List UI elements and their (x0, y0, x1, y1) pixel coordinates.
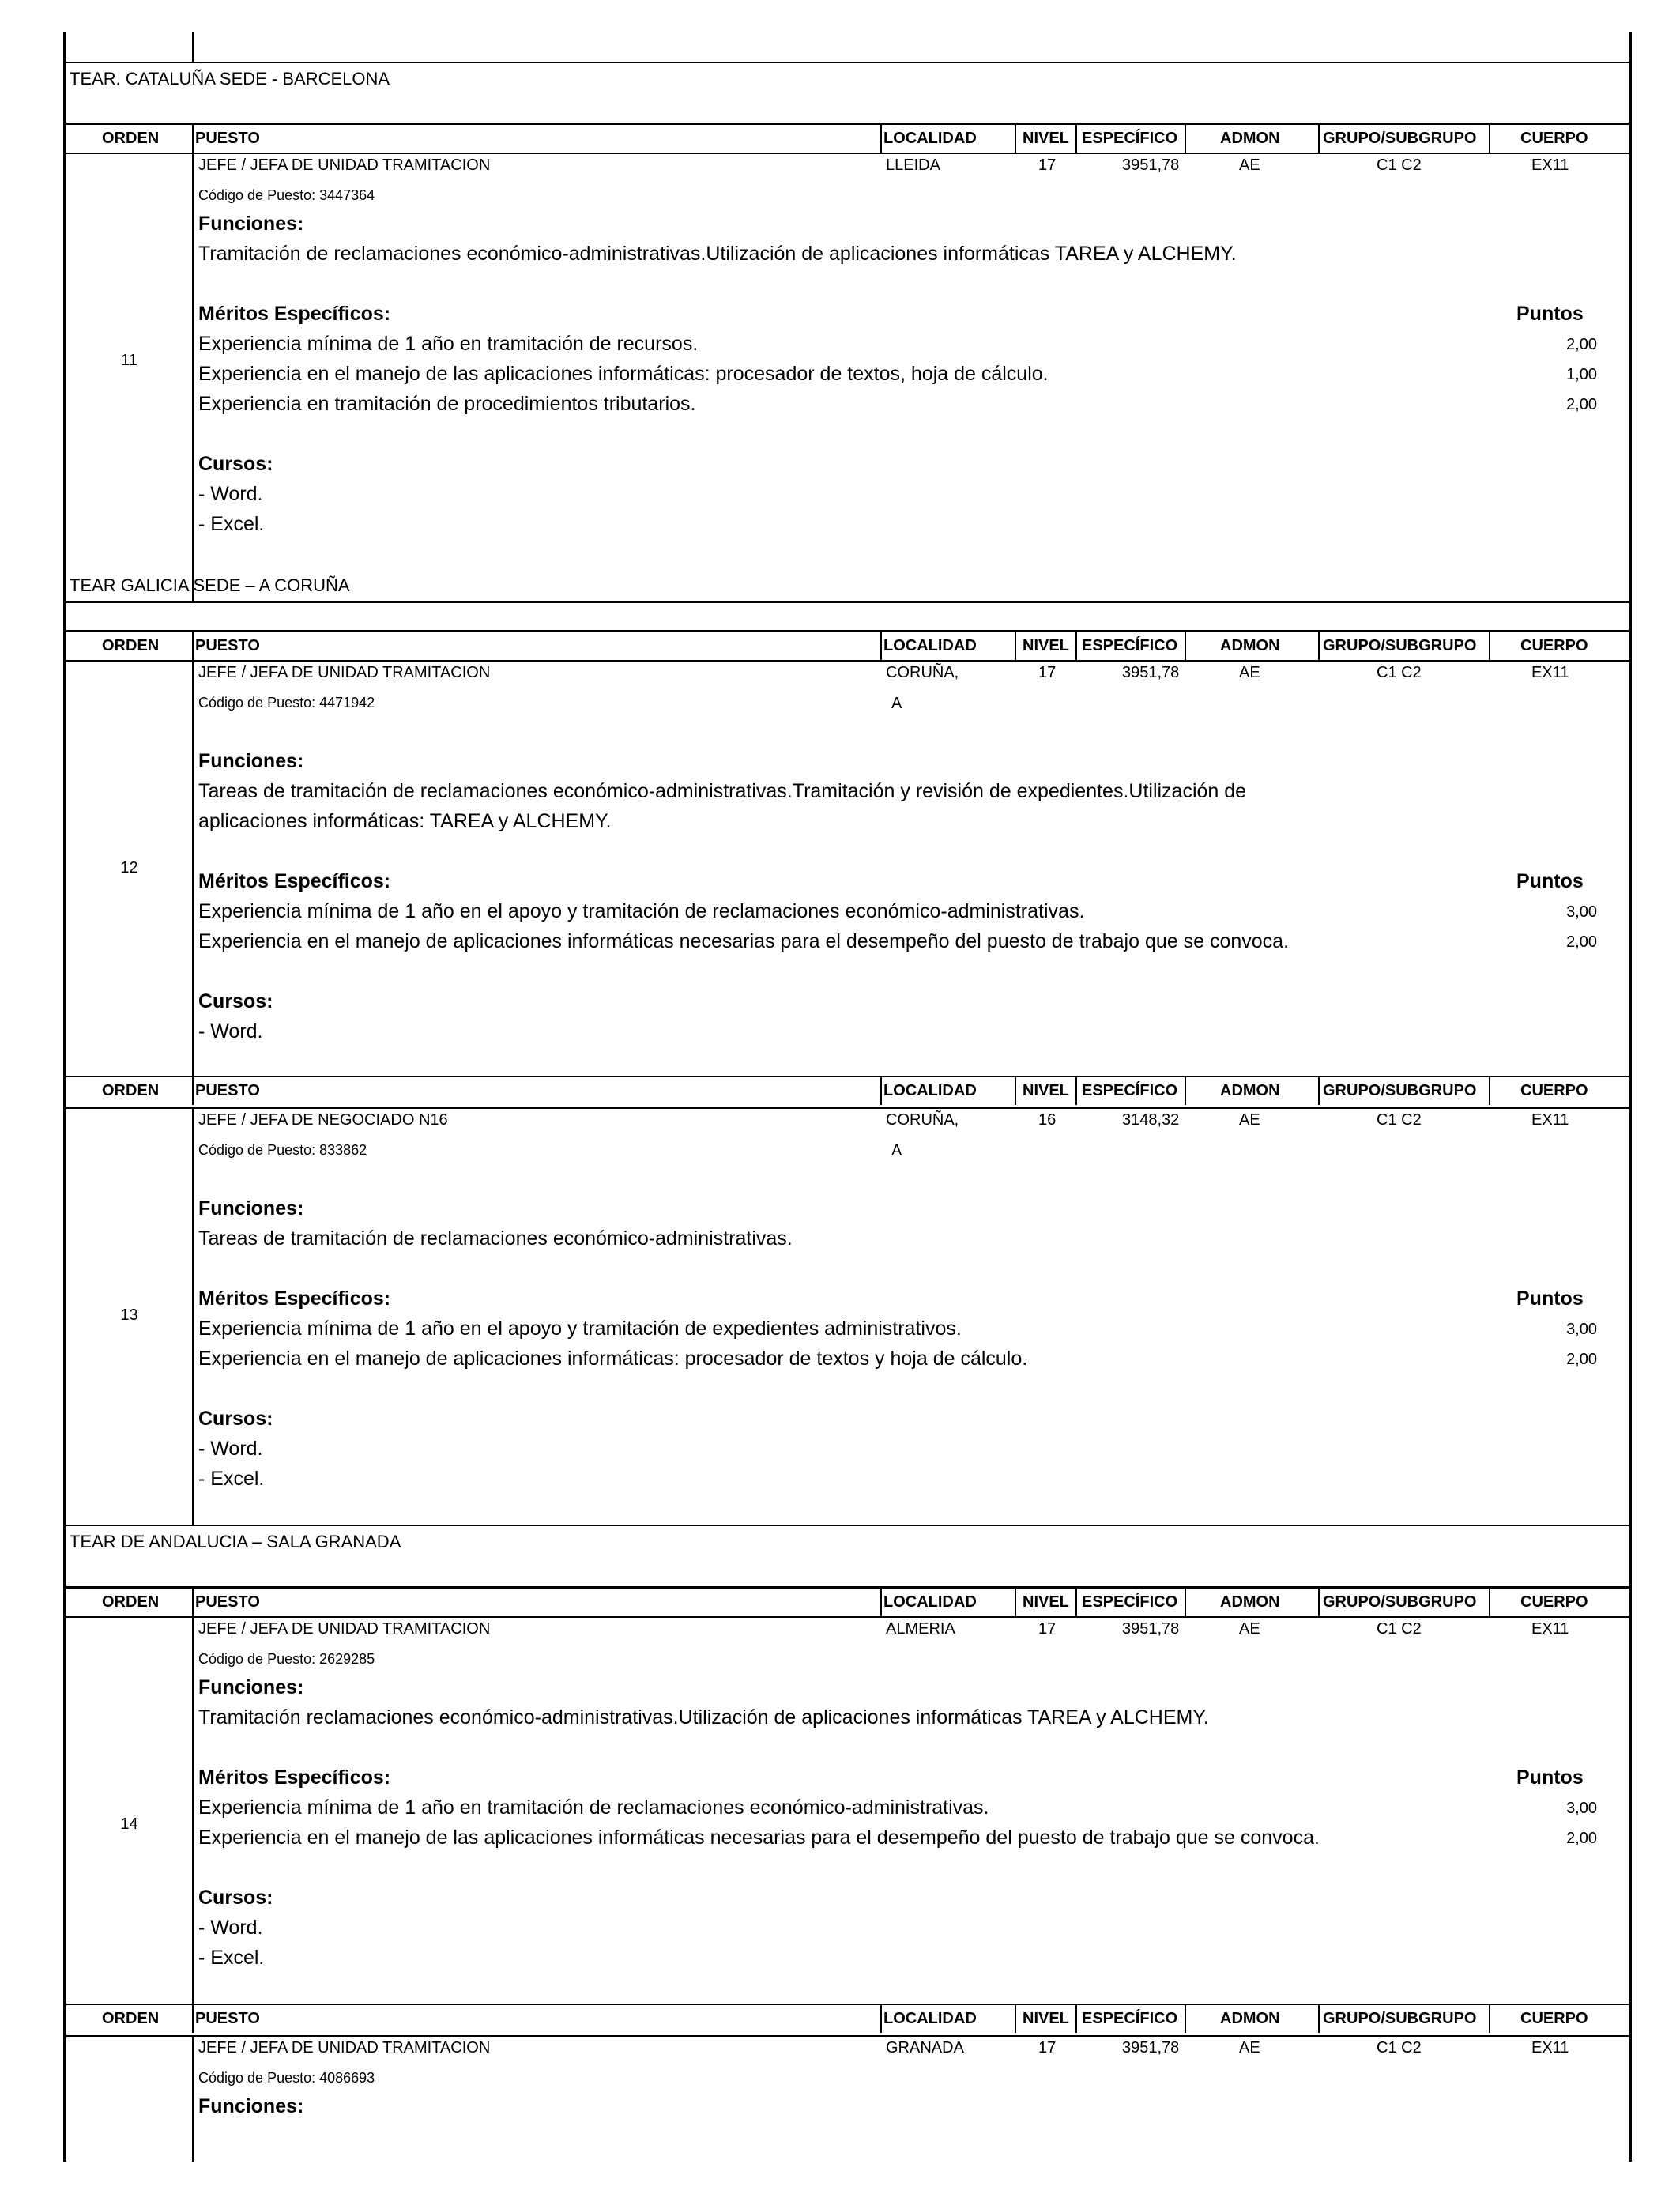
especifico: 3951,78 (1122, 664, 1180, 681)
puesto-title: JEFE / JEFA DE UNIDAD TRAMITACION (198, 1620, 491, 1638)
col-admon: ADMON (1220, 130, 1280, 147)
position-entry (66, 1618, 1629, 2005)
codigo-puesto: Código de Puesto: 2629285 (198, 1651, 375, 1667)
orden-number: 12 (120, 859, 138, 876)
col-localidad: LOCALIDAD (883, 130, 977, 147)
localidad: ALMERIA (886, 1620, 955, 1638)
col-orden: ORDEN (102, 637, 160, 654)
admon: AE (1239, 1111, 1260, 1129)
document-page (63, 32, 1632, 2162)
funciones-line: Tareas de tramitación de reclamaciones económico-administrativas. (198, 1227, 793, 1250)
especifico: 3951,78 (1122, 156, 1180, 174)
orden-number: 14 (120, 1815, 138, 1833)
nivel: 17 (1038, 2039, 1057, 2056)
grupo: C1 C2 (1377, 664, 1422, 681)
col-cuerpo: CUERPO (1520, 637, 1588, 654)
position-entry (66, 1109, 1629, 1526)
cuerpo: EX11 (1531, 1620, 1569, 1638)
funciones-line: aplicaciones informáticas: TAREA y ALCHEMY. (198, 810, 612, 832)
column-header-row (66, 1077, 1629, 1109)
especifico: 3951,78 (1122, 2039, 1180, 2056)
merito-puntos: 3,00 (1566, 1321, 1597, 1338)
col-puesto: PUESTO (195, 1593, 260, 1611)
localidad-cont: A (891, 1142, 902, 1159)
merito-puntos: 2,00 (1566, 1830, 1597, 1847)
cursos-heading: Cursos: (198, 1408, 273, 1430)
col-nivel: NIVEL (1023, 2010, 1069, 2027)
grupo: C1 C2 (1377, 156, 1422, 174)
col-orden: ORDEN (102, 130, 160, 147)
column-divider (192, 32, 194, 62)
grupo: C1 C2 (1377, 2039, 1422, 2056)
col-cuerpo: CUERPO (1520, 130, 1588, 147)
col-grupo: GRUPO/SUBGRUPO (1323, 1082, 1477, 1099)
position-entry (66, 2037, 1629, 2162)
meritos-heading: Méritos Específicos: (198, 1287, 391, 1310)
cuerpo: EX11 (1531, 2039, 1569, 2056)
meritos-heading: Méritos Específicos: (198, 1766, 391, 1789)
col-cuerpo: CUERPO (1520, 2010, 1588, 2027)
curso-item: - Excel. (198, 1947, 265, 1969)
col-admon: ADMON (1220, 2010, 1280, 2027)
col-puesto: PUESTO (195, 637, 260, 654)
grupo: C1 C2 (1377, 1620, 1422, 1638)
col-admon: ADMON (1220, 637, 1280, 654)
column-header-row (66, 2005, 1629, 2037)
col-especifico: ESPECÍFICO (1082, 637, 1178, 654)
admon: AE (1239, 1620, 1260, 1638)
position-entry (66, 662, 1629, 1077)
merito-puntos: 1,00 (1566, 366, 1597, 383)
col-nivel: NIVEL (1023, 637, 1069, 654)
admon: AE (1239, 156, 1260, 174)
col-cuerpo: CUERPO (1520, 1593, 1588, 1611)
col-localidad: LOCALIDAD (883, 637, 977, 654)
localidad-cont: A (891, 695, 902, 712)
merito-line: Experiencia mínima de 1 año en el apoyo y tramitación de reclamaciones económico-administrativas. (198, 900, 1085, 922)
col-nivel: NIVEL (1023, 130, 1069, 147)
admon: AE (1239, 664, 1260, 681)
puntos-heading: Puntos (1516, 1287, 1584, 1310)
merito-line: Experiencia mínima de 1 año en tramitación de recursos. (198, 333, 699, 355)
col-localidad: LOCALIDAD (883, 1593, 977, 1611)
col-nivel: NIVEL (1023, 1082, 1069, 1099)
merito-puntos: 3,00 (1566, 1800, 1597, 1817)
puesto-title: JEFE / JEFA DE UNIDAD TRAMITACION (198, 664, 491, 681)
position-entry (66, 154, 1629, 603)
nivel: 17 (1038, 1620, 1057, 1638)
funciones-heading: Funciones: (198, 1197, 304, 1220)
funciones-line: Tramitación reclamaciones económico-administrativas.Utilización de aplicaciones informáticas TAREA y ALCHEMY. (198, 1706, 1209, 1728)
puesto-title: JEFE / JEFA DE UNIDAD TRAMITACION (198, 2039, 491, 2056)
grupo: C1 C2 (1377, 1111, 1422, 1129)
col-cuerpo: CUERPO (1520, 1082, 1588, 1099)
especifico: 3951,78 (1122, 1620, 1180, 1638)
localidad: LLEIDA (886, 156, 940, 174)
section-title: TEAR. CATALUÑA SEDE - BARCELONA (66, 62, 1629, 123)
puntos-heading: Puntos (1516, 1766, 1584, 1789)
column-header-row (66, 123, 1629, 154)
col-especifico: ESPECÍFICO (1082, 130, 1178, 147)
funciones-line: Tareas de tramitación de reclamaciones económico-administrativas.Tramitación y revisión de expedientes.Utilización de (198, 780, 1247, 802)
especifico: 3148,32 (1122, 1111, 1180, 1129)
col-localidad: LOCALIDAD (883, 2010, 977, 2027)
nivel: 17 (1038, 156, 1057, 174)
col-grupo: GRUPO/SUBGRUPO (1323, 2010, 1477, 2027)
col-especifico: ESPECÍFICO (1082, 1082, 1178, 1099)
merito-line: Experiencia en el manejo de aplicaciones informáticas necesarias para el desempeño del puesto de trabajo que se convoca. (198, 930, 1290, 952)
section-title: TEAR DE ANDALUCIA – SALA GRANADA (70, 1532, 401, 1551)
col-admon: ADMON (1220, 1082, 1280, 1099)
puesto-title: JEFE / JEFA DE UNIDAD TRAMITACION (198, 156, 491, 174)
nivel: 17 (1038, 664, 1057, 681)
localidad: GRANADA (886, 2039, 964, 2056)
col-grupo: GRUPO/SUBGRUPO (1323, 130, 1477, 147)
puntos-heading: Puntos (1516, 303, 1584, 325)
merito-line: Experiencia en el manejo de las aplicaciones informáticas necesarias para el desempeño del puesto de trabajo que se convoca. (198, 1826, 1320, 1849)
col-admon: ADMON (1220, 1593, 1280, 1611)
curso-item: - Word. (198, 1020, 263, 1042)
section-title: TEAR GALICIA SEDE – A CORUÑA (70, 575, 350, 595)
orden-number: 13 (120, 1306, 138, 1324)
column-header-row (66, 630, 1629, 662)
col-localidad: LOCALIDAD (883, 1082, 977, 1099)
col-nivel: NIVEL (1023, 1593, 1069, 1611)
col-orden: ORDEN (102, 2010, 160, 2027)
orden-number: 11 (121, 352, 137, 369)
table-right-border (1629, 32, 1632, 2162)
merito-puntos: 2,00 (1566, 336, 1597, 353)
codigo-puesto: Código de Puesto: 3447364 (198, 187, 375, 203)
localidad: CORUÑA, (886, 664, 959, 681)
column-header-row (66, 1586, 1629, 1618)
codigo-puesto: Código de Puesto: 4471942 (198, 695, 375, 711)
nivel: 16 (1038, 1111, 1057, 1129)
curso-item: - Word. (198, 483, 263, 505)
merito-puntos: 2,00 (1566, 1351, 1597, 1368)
funciones-heading: Funciones: (198, 213, 304, 235)
merito-line: Experiencia en el manejo de aplicaciones informáticas: procesador de textos y hoja de cálculo. (198, 1348, 1028, 1370)
col-puesto: PUESTO (195, 2010, 260, 2027)
puesto-title: JEFE / JEFA DE NEGOCIADO N16 (198, 1111, 448, 1129)
cursos-heading: Cursos: (198, 453, 273, 475)
col-orden: ORDEN (102, 1082, 160, 1099)
meritos-heading: Méritos Específicos: (198, 303, 391, 325)
cursos-heading: Cursos: (198, 1887, 273, 1909)
merito-line: Experiencia mínima de 1 año en el apoyo y tramitación de expedientes administrativos. (198, 1318, 962, 1340)
col-puesto: PUESTO (195, 130, 260, 147)
col-especifico: ESPECÍFICO (1082, 2010, 1178, 2027)
col-especifico: ESPECÍFICO (1082, 1593, 1178, 1611)
curso-item: - Excel. (198, 513, 265, 535)
admon: AE (1239, 2039, 1260, 2056)
cursos-heading: Cursos: (198, 990, 273, 1012)
curso-item: - Word. (198, 1917, 263, 1939)
curso-item: - Word. (198, 1438, 263, 1460)
merito-line: Experiencia mínima de 1 año en tramitación de reclamaciones económico-administrativas. (198, 1796, 989, 1819)
merito-puntos: 2,00 (1566, 933, 1597, 951)
meritos-heading: Méritos Específicos: (198, 870, 391, 892)
funciones-line: Tramitación de reclamaciones económico-administrativas.Utilización de aplicaciones informáticas TAREA y ALCHEMY. (198, 243, 1237, 265)
localidad: CORUÑA, (886, 1111, 959, 1129)
col-grupo: GRUPO/SUBGRUPO (1323, 1593, 1477, 1611)
merito-line: Experiencia en el manejo de las aplicaciones informáticas: procesador de textos, hoja de cálculo. (198, 363, 1049, 385)
puntos-heading: Puntos (1516, 870, 1584, 892)
cuerpo: EX11 (1531, 664, 1569, 681)
col-grupo: GRUPO/SUBGRUPO (1323, 637, 1477, 654)
codigo-puesto: Código de Puesto: 833862 (198, 1142, 367, 1158)
cuerpo: EX11 (1531, 156, 1569, 174)
col-puesto: PUESTO (195, 1082, 260, 1099)
codigo-puesto: Código de Puesto: 4086693 (198, 2070, 375, 2086)
cuerpo: EX11 (1531, 1111, 1569, 1129)
merito-line: Experiencia en tramitación de procedimientos tributarios. (198, 393, 696, 415)
curso-item: - Excel. (198, 1468, 265, 1490)
funciones-heading: Funciones: (198, 1676, 304, 1698)
funciones-heading: Funciones: (198, 750, 304, 772)
merito-puntos: 3,00 (1566, 903, 1597, 921)
merito-puntos: 2,00 (1566, 396, 1597, 413)
col-orden: ORDEN (102, 1593, 160, 1611)
funciones-heading: Funciones: (198, 2095, 304, 2117)
